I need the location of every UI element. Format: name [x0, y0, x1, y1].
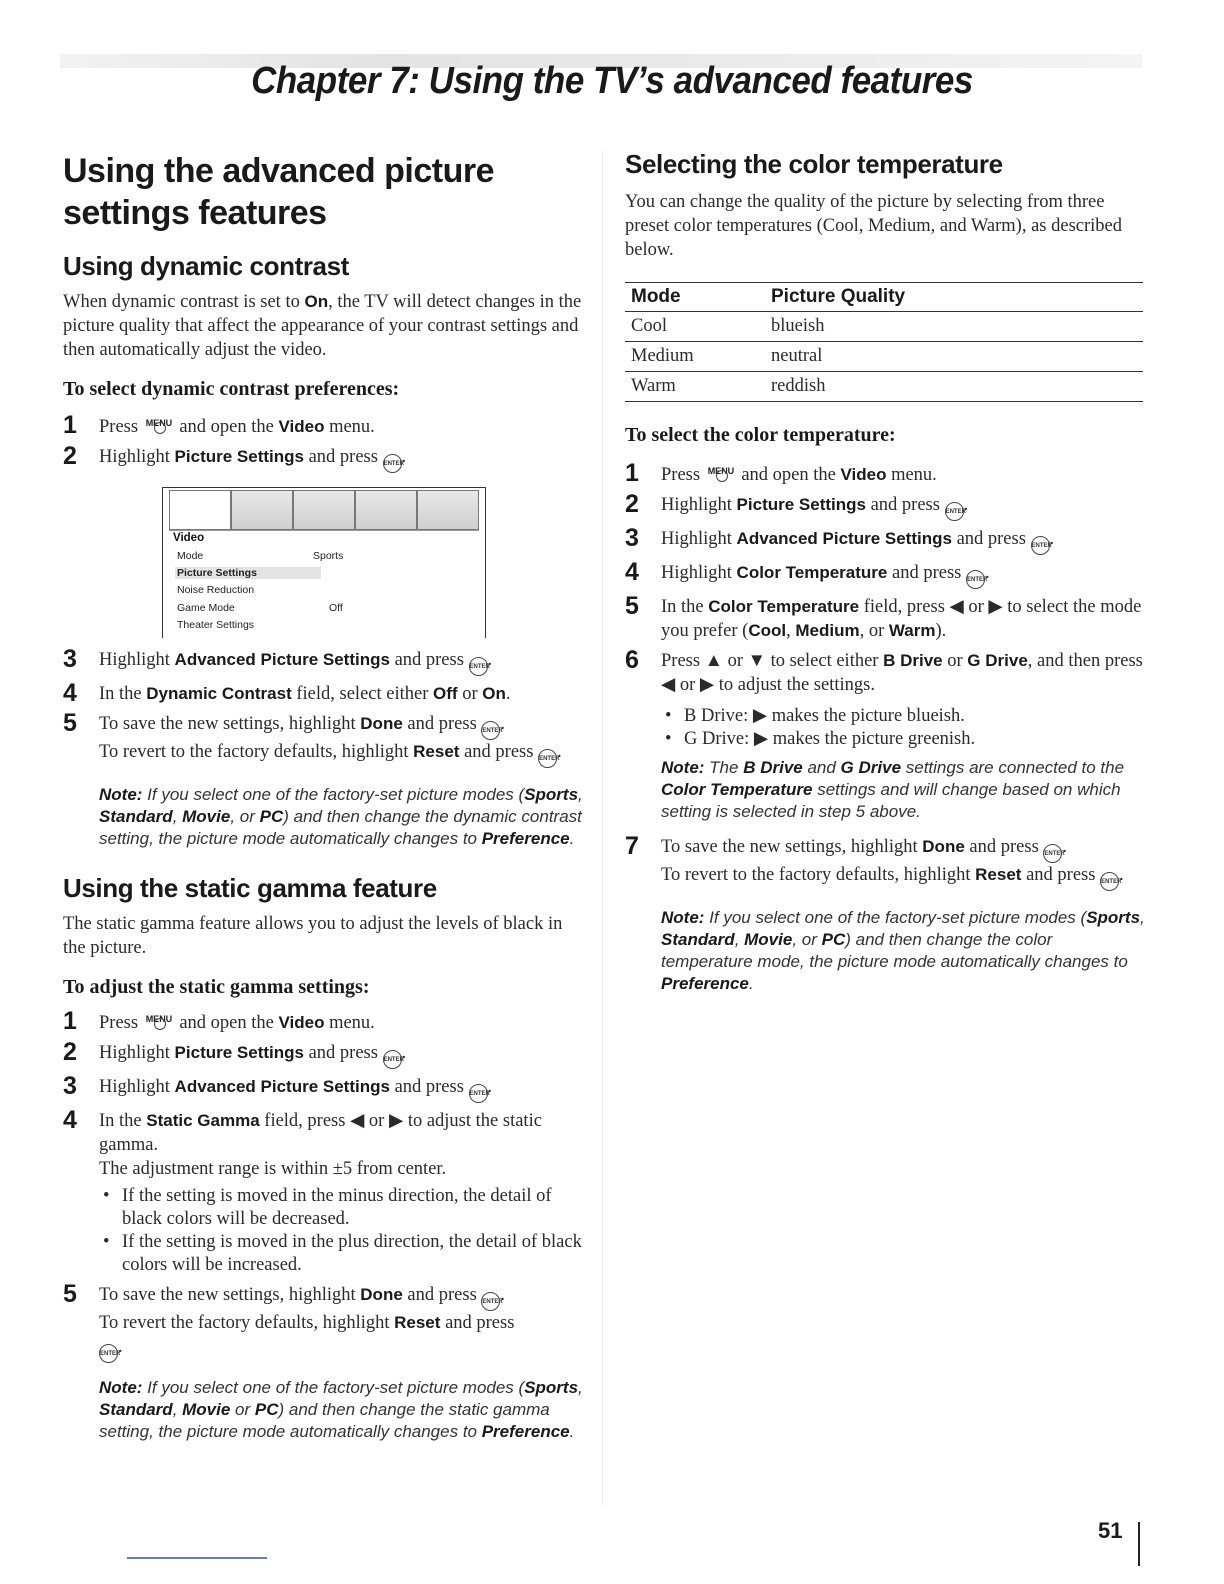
table-cell: reddish	[765, 372, 1143, 402]
chapter-title: Chapter 7: Using the TV’s advanced features	[251, 60, 973, 102]
step-sg-1: 1 Press MENU and open the Video menu.	[63, 1007, 375, 1035]
heading-color-temperature: Selecting the color temperature	[625, 149, 1003, 179]
enter-button-icon: ENTER	[383, 1050, 402, 1069]
table-cell: Medium	[625, 342, 765, 372]
list-item: • If the setting is moved in the plus direction, the detail of black colors will be increased.	[99, 1231, 588, 1277]
subheading-static-gamma: To adjust the static gamma settings:	[63, 976, 370, 998]
step-sg-2: 2 Highlight Picture Settings and press ENTER.	[63, 1041, 588, 1069]
setup-menu-icon	[293, 490, 355, 530]
enter-button-icon: ENTER	[481, 1292, 500, 1311]
menu-row-game-mode: Game Mode	[177, 602, 235, 614]
menu-icon-strip	[169, 490, 479, 531]
table-row	[625, 312, 1143, 342]
gamma-bullets	[99, 1185, 588, 1277]
menu-button-icon: MENU	[143, 1010, 175, 1030]
step-sg-5: 5 To save the new settings, highlight Done and press ENTER. To revert the factory defaults, highlight Reset and press ENTER.	[63, 1283, 588, 1363]
section-title-advanced-picture: Using the advanced picture settings features	[63, 152, 494, 232]
note-color-temperature: Note: If you select one of the factory-set picture modes (Sports, Standard, Movie, or PC) and then change the color temperature mode, the picture mode automatically changes to Preference.	[661, 908, 1145, 993]
step-ct-2: 2 Highlight Picture Settings and press ENTER.	[625, 493, 1145, 521]
step-ct-1: 1 Press MENU and open the Video menu.	[625, 459, 937, 487]
color-temperature-table	[625, 282, 1143, 402]
step-ct-5: 5 In the Color Temperature field, press ◀ or ▶ to select the mode you prefer (Cool, Medium, or Warm).	[625, 592, 1142, 641]
menu-title: Video	[173, 532, 205, 544]
step-ct-6: 6 Press ▲ or ▼ to select either B Drive or G Drive, and then press ◀ or ▶ to adjust the settings. • B Drive: ▶ makes the picture blueish. • G Drive: ▶ makes the picture greenish.	[625, 649, 1145, 751]
table-header-row	[625, 283, 1143, 312]
dynamic-contrast-intro: When dynamic contrast is set to On, the TV will detect changes in the picture quality that affect the appearance of your contrast settings and then automatically adjust the video.	[63, 292, 582, 360]
menu-button-icon: MENU	[705, 462, 737, 482]
menu-row-picture-settings: Picture Settings	[175, 567, 321, 579]
page-number: 51	[1098, 1518, 1123, 1543]
menu-row-noise-reduction: Noise Reduction	[177, 584, 255, 596]
column-divider	[602, 150, 603, 1506]
table-header: Mode	[625, 283, 765, 312]
enter-button-icon: ENTER	[1043, 844, 1062, 863]
list-item: • G Drive: ▶ makes the picture greenish.	[661, 728, 1145, 751]
enter-button-icon: ENTER	[383, 454, 402, 473]
enter-button-icon: ENTER	[469, 1084, 488, 1103]
step-ct-4: 4 Highlight Color Temperature and press ENTER.	[625, 561, 1145, 589]
enter-button-icon: ENTER	[481, 721, 500, 740]
enter-button-icon: ENTER	[1031, 536, 1050, 555]
step-dc-3: 3 Highlight Advanced Picture Settings and press ENTER.	[63, 648, 588, 676]
applications-menu-icon	[417, 490, 479, 530]
step-sg-4: 4 In the Static Gamma field, press ◀ or ▶ to adjust the static gamma. The adjustment range is within ±5 from center. • If the setting is moved in the minus direction, the detail of black colors will be decreased. • If the setting is moved in the plus direction, the detail of black colors will be increased.	[63, 1109, 588, 1277]
step-dc-5: 5 To save the new settings, highlight Done and press ENTER. To revert to the factory defaults, highlight Reset and press ENTER.	[63, 712, 588, 768]
heading-static-gamma: Using the static gamma feature	[63, 873, 437, 903]
heading-dynamic-contrast: Using dynamic contrast	[63, 251, 349, 281]
subheading-color-temperature: To select the color temperature:	[625, 424, 896, 446]
video-menu-screenshot	[162, 487, 486, 638]
menu-value-game-mode: Off	[329, 602, 343, 614]
note-dynamic-contrast: Note: If you select one of the factory-set picture modes (Sports, Standard, Movie, or PC) and then change the dynamic contrast setting, the picture mode automatically changes to Preference.	[99, 785, 583, 848]
note-static-gamma: Note: If you select one of the factory-set picture modes (Sports, Standard, Movie or PC) and then change the static gamma setting, the picture mode automatically changes to Preference.	[99, 1378, 583, 1441]
note-drive-settings: Note: The B Drive and G Drive settings are connected to the Color Temperature settings and will change based on which setting is selected in step 5 above.	[661, 758, 1125, 821]
color-temperature-intro: You can change the quality of the picture by selecting from three preset color temperatures (Cool, Medium, and Warm), as described below.	[625, 192, 1122, 260]
table-cell: neutral	[765, 342, 1143, 372]
subheading-dynamic-contrast-prefs: To select dynamic contrast preferences:	[63, 378, 400, 400]
static-gamma-intro: The static gamma feature allows you to adjust the levels of black in the picture.	[63, 914, 563, 958]
enter-button-icon: ENTER	[469, 657, 488, 676]
page-number-bar	[1138, 1522, 1140, 1566]
picture-menu-icon	[169, 490, 231, 530]
table-cell: Warm	[625, 372, 765, 402]
step-sg-3: 3 Highlight Advanced Picture Settings and press ENTER.	[63, 1075, 588, 1103]
enter-button-icon: ENTER	[945, 502, 964, 521]
audio-menu-icon	[231, 490, 293, 530]
step-ct-3: 3 Highlight Advanced Picture Settings and press ENTER.	[625, 527, 1145, 555]
drive-bullets	[661, 705, 1145, 751]
menu-row-theater-settings: Theater Settings	[177, 619, 255, 631]
left-column	[63, 150, 588, 1443]
table-row	[625, 342, 1143, 372]
footer-line	[127, 1557, 267, 1559]
enter-button-icon: ENTER	[538, 749, 557, 768]
table-row	[625, 372, 1143, 402]
table-cell: blueish	[765, 312, 1143, 342]
enter-button-icon: ENTER	[1100, 872, 1119, 891]
step-dc-2: 2 Highlight Picture Settings and press ENTER.	[63, 445, 588, 473]
table-cell: Cool	[625, 312, 765, 342]
menu-value-mode: Sports	[313, 550, 344, 562]
locks-menu-icon	[355, 490, 417, 530]
list-item: • B Drive: ▶ makes the picture blueish.	[661, 705, 1145, 728]
menu-button-icon: MENU	[143, 414, 175, 434]
right-column	[625, 148, 1145, 995]
step-dc-4: 4 In the Dynamic Contrast field, select either Off or On.	[63, 679, 511, 707]
table-header: Picture Quality	[765, 283, 1143, 312]
list-item: • If the setting is moved in the minus direction, the detail of black colors will be decreased.	[99, 1185, 588, 1231]
enter-button-icon: ENTER	[99, 1344, 118, 1363]
menu-row-mode: Mode	[177, 550, 204, 562]
enter-button-icon: ENTER	[966, 570, 985, 589]
step-ct-7: 7 To save the new settings, highlight Done and press ENTER. To revert to the factory defaults, highlight Reset and press ENTER.	[625, 835, 1145, 891]
step-dc-1: 1 Press MENU and open the Video menu.	[63, 411, 375, 439]
